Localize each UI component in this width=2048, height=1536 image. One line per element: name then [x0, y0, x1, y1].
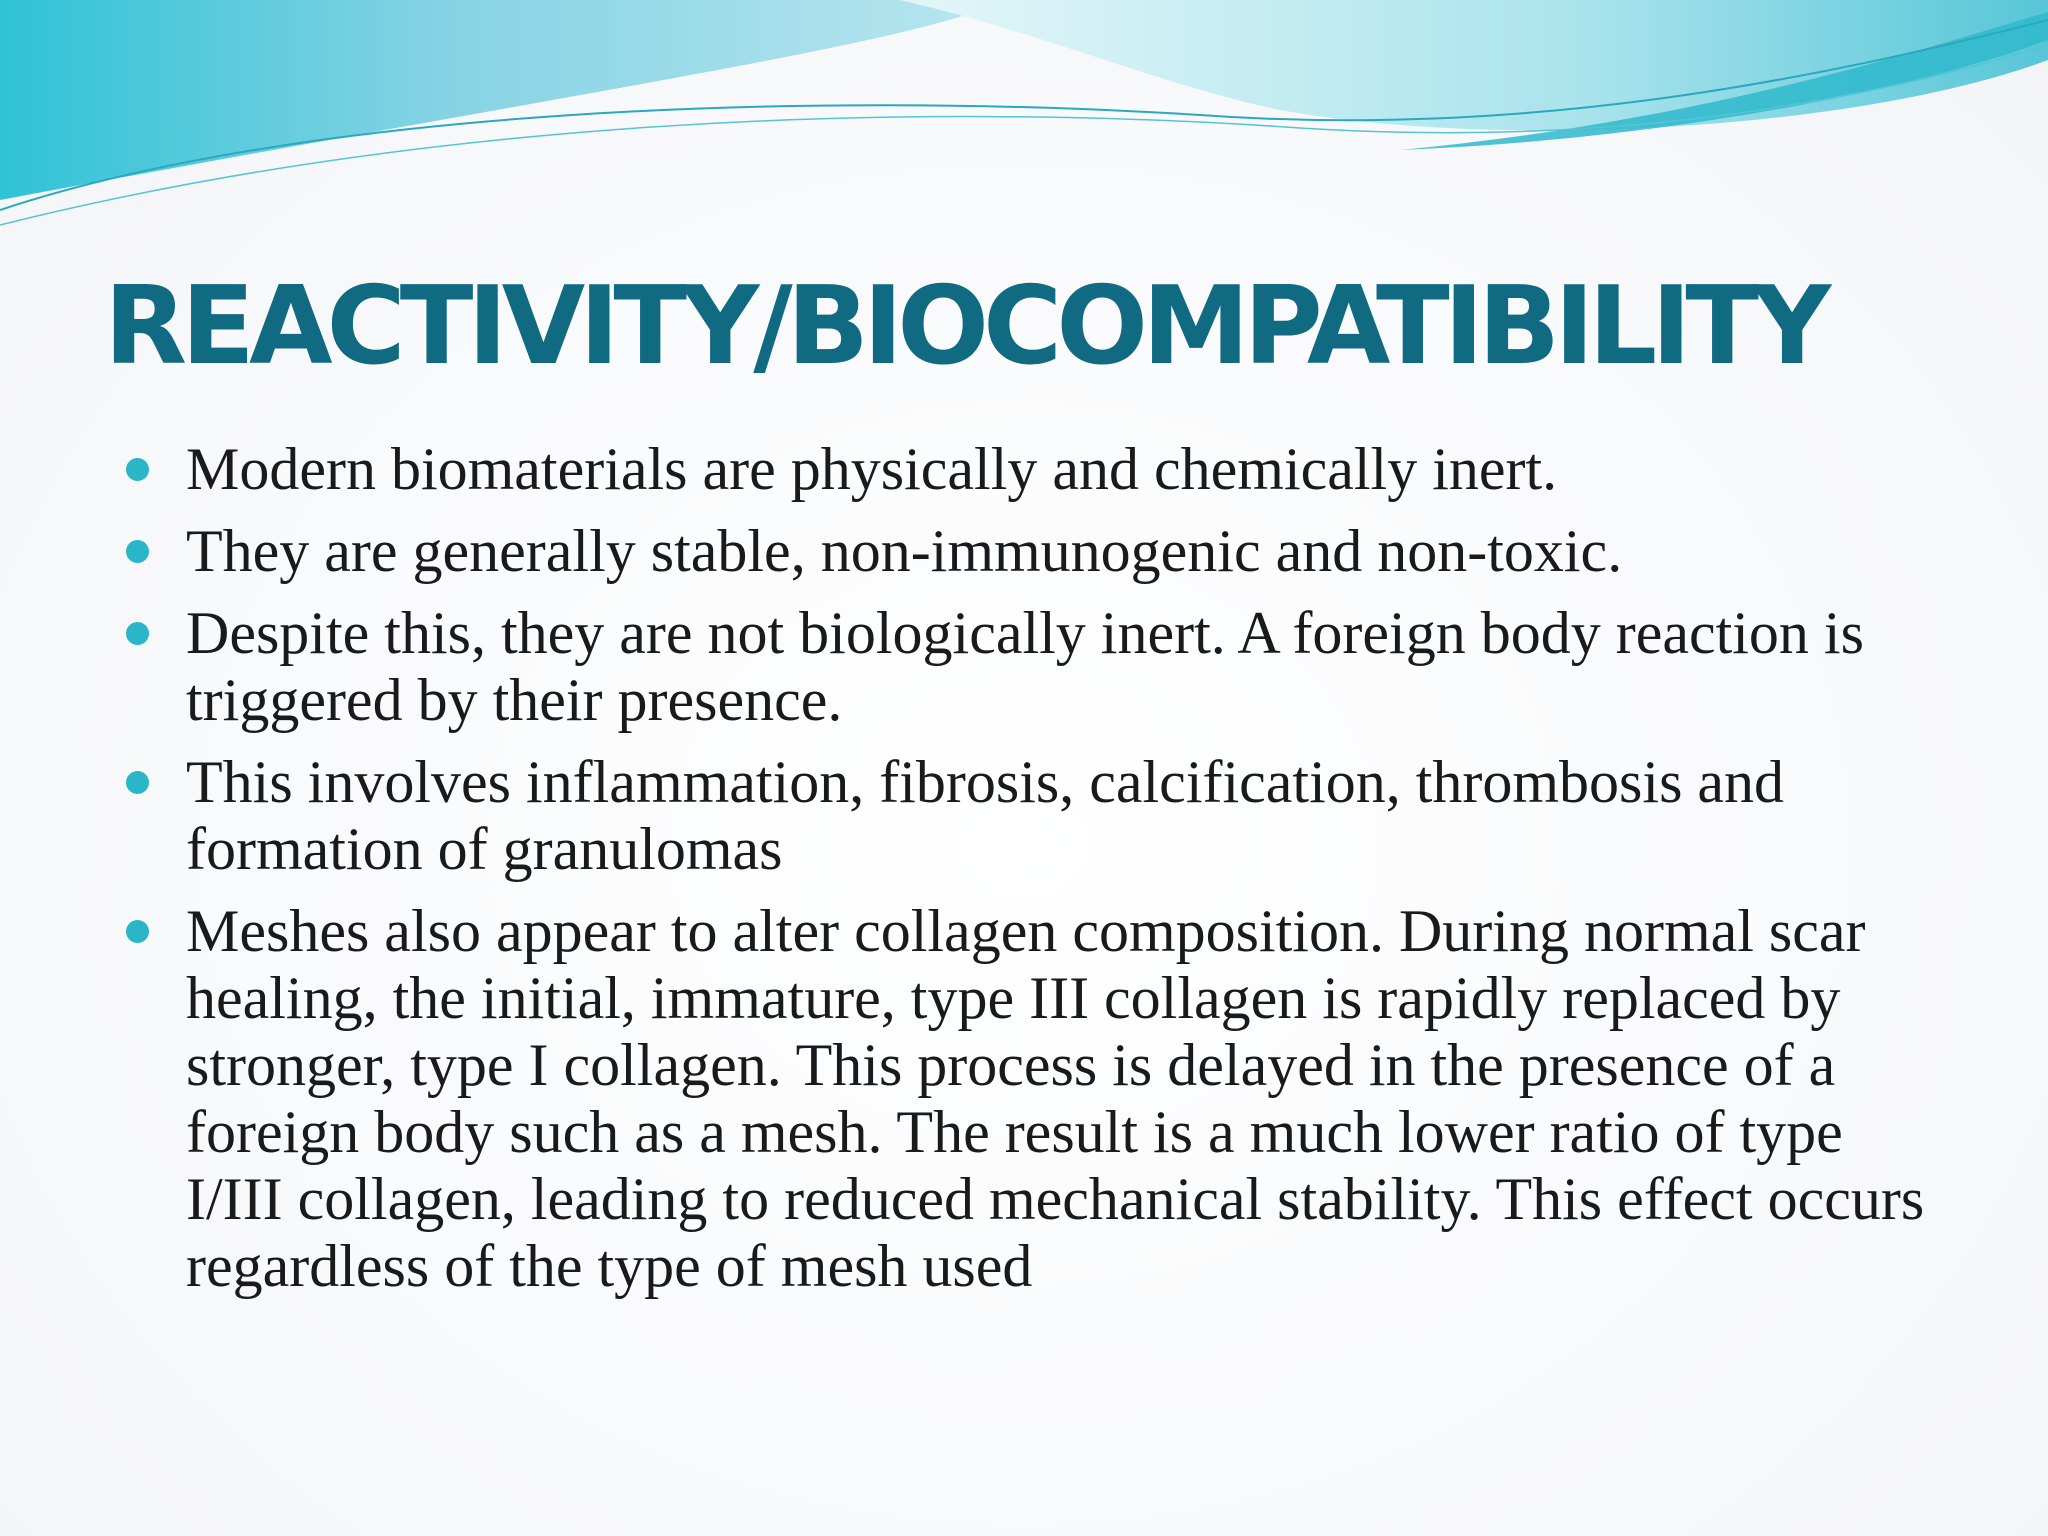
- bullet-text: Meshes also appear to alter collagen composition. During normal scar healing, the initial, immature, type III collagen is rapidly replaced by stronger, type I collagen. This process is delayed in the presence of a foreign body such as a mesh. The result is a much lower ratio of type I/III collagen, leading to reduced mechanical stability. This effect occurs regardless of the type of mesh used: [186, 898, 1925, 1299]
- bullet-text: Despite this, they are not biologically inert. A foreign body reaction is triggered by their presence.: [186, 600, 1864, 733]
- decorative-wave-header: [0, 0, 2048, 240]
- bullet-dot-icon: [126, 920, 149, 943]
- bullet-item: [126, 436, 1946, 503]
- bullet-item: [126, 518, 1946, 585]
- bullet-item: [126, 600, 1946, 734]
- bullet-dot-icon: [126, 458, 149, 481]
- bullet-list: [126, 436, 1946, 1315]
- bullet-text: This involves inflammation, fibrosis, calcification, thrombosis and formation of granulomas: [186, 749, 1785, 882]
- bullet-item: [126, 898, 1946, 1300]
- bullet-text: Modern biomaterials are physically and chemically inert.: [186, 436, 1558, 502]
- bullet-text: They are generally stable, non-immunogenic and non-toxic.: [186, 518, 1623, 584]
- bullet-item: [126, 749, 1946, 883]
- bullet-dot-icon: [126, 771, 149, 794]
- bullet-dot-icon: [126, 540, 149, 563]
- bullet-dot-icon: [126, 622, 149, 645]
- slide-title: REACTIVITY/BIOCOMPATIBILITY: [104, 264, 1826, 389]
